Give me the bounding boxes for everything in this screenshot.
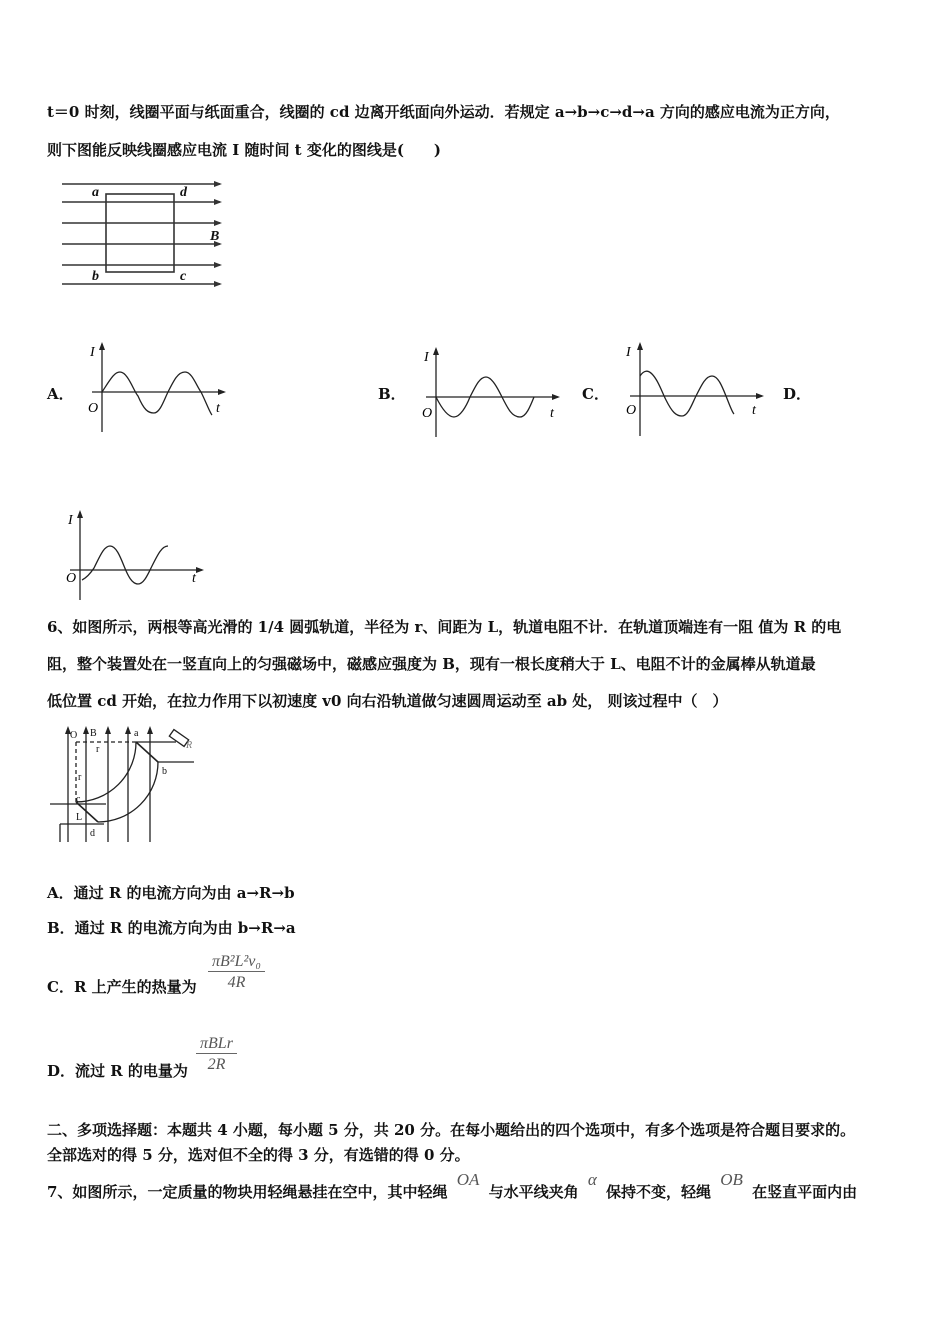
fraction-numerator: πB²L²v₀ (208, 953, 265, 972)
axis-label-t: t (550, 406, 554, 421)
q7-symbol-alpha: α (587, 1170, 597, 1189)
q5-option-a-label[interactable]: A． (47, 385, 74, 403)
q5-option-d-label[interactable]: D． (783, 385, 812, 403)
q5-line-1: t＝0 时刻，线圈平面与纸面重合，线圈的 cd 边离开纸面向外运动．若规定 a→b→c→d→a 方向的感应电流为正方向， (47, 103, 840, 121)
q7-text-part-1: 7、如图所示，一定质量的物块用轻绳悬挂在空中，其中轻绳 (47, 1183, 448, 1201)
rail-label-b-field: B (90, 728, 97, 739)
q7-symbol-oa: OA (456, 1170, 480, 1189)
q6-line-3: 低位置 cd 开始，在拉力作用下以初速度 v0 向右沿轨道做匀速圆周运动至 ab 处， 则该过程中（ ） (47, 692, 728, 710)
axis-label-origin: O (88, 401, 99, 416)
axis-label-origin: O (66, 571, 77, 586)
q7-text-part-2: 与水平线夹角 (488, 1183, 579, 1201)
q5-option-c-label[interactable]: C． (582, 385, 609, 403)
rail-label-c: c (76, 794, 81, 805)
section2-line-1: 二、多项选择题：本题共 4 小题，每小题 5 分，共 20 分。在每小题给出的四个选项中，有多个选项是符合题目要求的。 (47, 1121, 856, 1139)
q6-option-c-fraction (208, 953, 265, 992)
q5-graph-b (420, 345, 565, 440)
rail-label-r-side: r (78, 772, 82, 783)
fraction-denominator: 4R (227, 974, 246, 991)
q6-option-c[interactable]: C．R 上产生的热量为 (47, 978, 197, 996)
section2-line-2: 全部选对的得 5 分，选对但不全的得 3 分，有选错的得 0 分。 (47, 1146, 470, 1164)
q7-text-part-4: 在竖直平面内由 (752, 1183, 858, 1201)
q6-option-a[interactable]: A．通过 R 的电流方向为由 a→R→b (47, 884, 295, 902)
rail-label-b: b (162, 766, 167, 777)
axis-label-t: t (752, 403, 756, 418)
coil-field-figure (58, 178, 228, 293)
coil-label-a: a (92, 185, 99, 200)
axis-label-i: I (626, 345, 631, 360)
q7-text-part-3: 保持不变，轻绳 (606, 1183, 712, 1201)
arc-rail-figure (46, 722, 206, 844)
q7-symbol-ob: OB (720, 1170, 743, 1189)
q6-option-b[interactable]: B．通过 R 的电流方向为由 b→R→a (47, 919, 296, 937)
rail-label-r-top: r (96, 744, 100, 755)
rail-label-o: O (70, 730, 78, 741)
q5-graph-c (624, 340, 769, 440)
rail-label-d: d (90, 828, 95, 839)
q6-option-d-fraction (196, 1035, 237, 1074)
q5-graph-d (64, 508, 209, 603)
q5-option-b-label[interactable]: B． (378, 385, 406, 403)
axis-label-origin: O (422, 406, 433, 421)
axis-label-i: I (68, 513, 73, 528)
axis-label-i: I (90, 345, 95, 360)
rail-label-r-resistor: R (186, 740, 193, 751)
axis-label-t: t (216, 401, 220, 416)
rail-label-l: L (76, 812, 83, 823)
q6-line-1: 6、如图所示，两根等高光滑的 1/4 圆弧轨道，半径为 r、间距为 L，轨道电阻不计．在轨道顶端连有一阻 值为 R 的电 (47, 618, 842, 636)
rail-label-a: a (134, 728, 139, 739)
coil-label-d: d (180, 185, 187, 200)
q5-graph-a (86, 340, 231, 435)
axis-label-origin: O (626, 403, 637, 418)
q6-option-d[interactable]: D．流过 R 的电量为 (47, 1062, 188, 1080)
coil-label-b: b (92, 269, 99, 284)
axis-label-t: t (192, 571, 196, 586)
q5-line-2: 则下图能反映线圈感应电流 I 随时间 t 变化的图线是( ) (47, 141, 442, 159)
fraction-denominator: 2R (207, 1056, 226, 1073)
axis-label-i: I (424, 350, 429, 365)
field-label-B: B (210, 229, 220, 244)
q7-line-1 (47, 1170, 858, 1202)
coil-label-c: c (180, 269, 187, 284)
q6-line-2: 阻，整个装置处在一竖直向上的匀强磁场中，磁感应强度为 B，现有一根长度稍大于 L、电阻不计的金属棒从轨道最 (47, 655, 816, 673)
fraction-numerator: πBLr (196, 1035, 237, 1054)
